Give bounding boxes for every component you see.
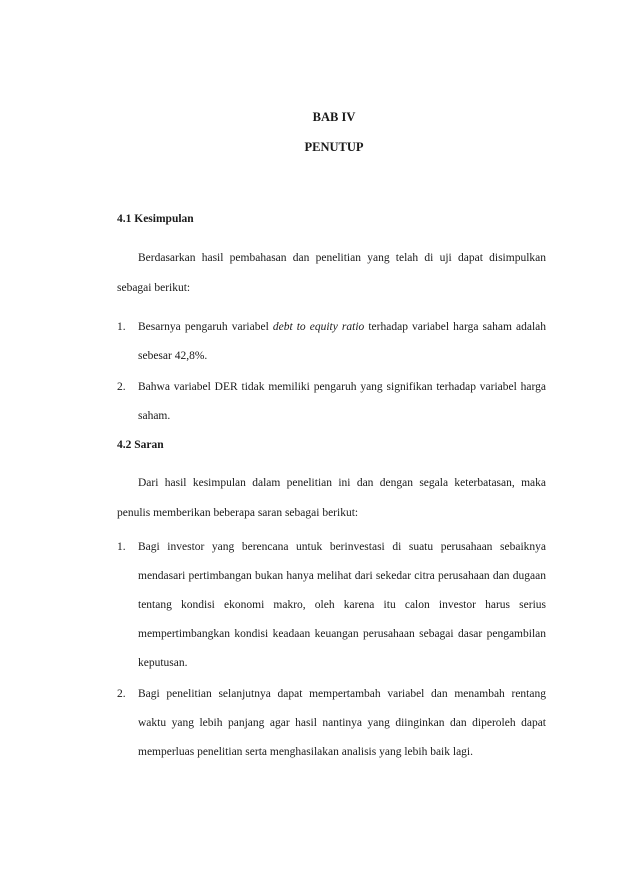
list-text-italic: debt to equity ratio bbox=[272, 321, 365, 333]
list-text: Bahwa variabel DER tidak memiliki pengaruh yang signifikan terhadap variabel harga saham. bbox=[138, 381, 546, 422]
section-intro-kesimpulan: Berdasarkan hasil pembahasan dan penelitian yang telah di uji dapat disimpulkan sebagai berikut: bbox=[117, 252, 546, 294]
list-number: 2. bbox=[117, 381, 126, 393]
list-number: 2. bbox=[117, 688, 126, 700]
conclusion-list bbox=[117, 313, 546, 433]
list-item bbox=[117, 680, 546, 767]
section-intro-saran: Dari hasil kesimpulan dalam penelitian ini dan dengan segala keterbatasan, maka penulis memberikan beberapa saran sebagai berikut: bbox=[117, 477, 546, 519]
list-item bbox=[117, 313, 546, 371]
section-heading-saran: 4.2 Saran bbox=[117, 439, 164, 451]
chapter-title: PENUTUP bbox=[304, 140, 364, 154]
chapter-label: BAB IV bbox=[312, 110, 356, 124]
list-text-after: terhadap variabel harga saham adalah sebesar 42,8%. bbox=[138, 321, 546, 362]
list-item bbox=[117, 533, 546, 678]
list-number: 1. bbox=[117, 321, 126, 333]
list-text: Bagi investor yang berencana untuk berinvestasi di suatu perusahaan sebaiknya mendasari pertimbangan bukan hanya melihat dari sekedar citra perusahaan dan dugaan tentang kondisi ekonomi makro, oleh karena itu calon investor harus serius mempertimbangkan kondisi keadaan keuangan perusahaan sebagai dasar pengambilan keputusan. bbox=[138, 541, 546, 669]
section-heading-kesimpulan: 4.1 Kesimpulan bbox=[117, 213, 194, 225]
list-text-before: Besarnya pengaruh variabel bbox=[138, 321, 273, 333]
list-item bbox=[117, 373, 546, 431]
list-number: 1. bbox=[117, 541, 126, 553]
suggestion-list bbox=[117, 533, 546, 769]
list-text: Bagi penelitian selanjutnya dapat mempertambah variabel dan menambah rentang waktu yang lebih panjang agar hasil nantinya yang diinginkan dan diperoleh dapat memperluas penelitian serta menghasilakan analisis yang lebih baik lagi. bbox=[138, 688, 546, 758]
